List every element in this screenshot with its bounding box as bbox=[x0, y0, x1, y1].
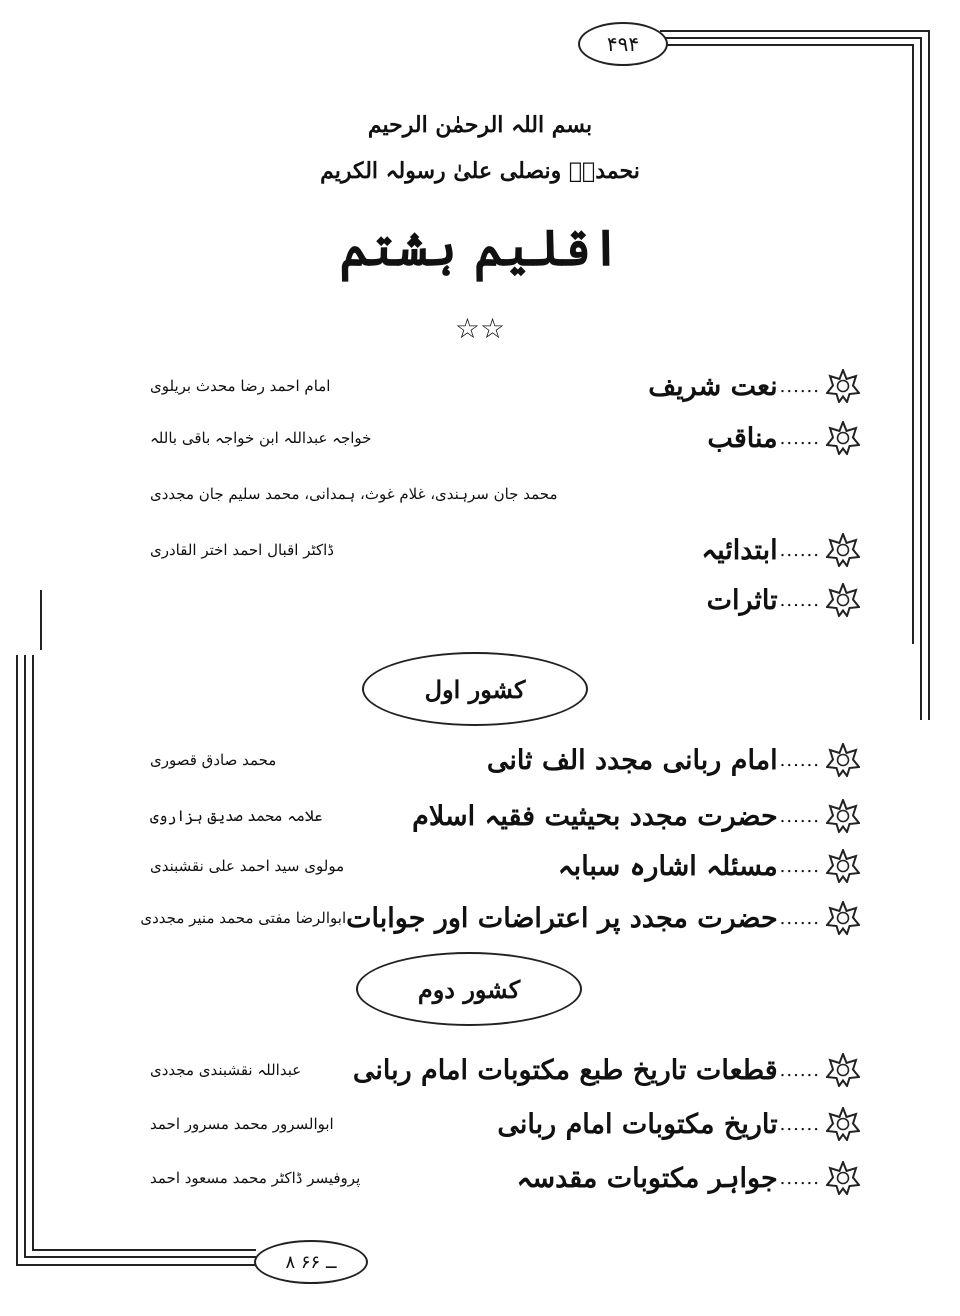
leader-dots: ...... bbox=[779, 375, 820, 397]
section-heading-1 bbox=[362, 652, 588, 726]
title-stars: ☆☆ bbox=[454, 312, 506, 345]
list-item bbox=[150, 418, 860, 458]
page-title: اقلیم ہشتم bbox=[339, 218, 621, 277]
star-bullet-icon bbox=[826, 1107, 860, 1141]
entry-title: تاریخ مکتوبات امام ربانی bbox=[497, 1108, 778, 1140]
leader-dots: ...... bbox=[779, 1113, 820, 1135]
list-item bbox=[150, 580, 860, 620]
list-item bbox=[150, 796, 860, 836]
top-page-number bbox=[578, 22, 668, 66]
star-bullet-icon bbox=[826, 799, 860, 833]
entry-author: ابوالرضا مفتی محمد منیر مجددی bbox=[140, 909, 347, 927]
leader-dots: ...... bbox=[779, 1167, 820, 1189]
leader-dots: ...... bbox=[779, 749, 820, 771]
list-item bbox=[150, 474, 860, 514]
entry-author: امام احمد رضا محدث بریلوی bbox=[150, 377, 331, 395]
section-heading-1-text: کشور اول bbox=[424, 674, 526, 704]
list-item bbox=[150, 1050, 860, 1090]
star-bullet-icon bbox=[826, 901, 860, 935]
leader-dots: ...... bbox=[779, 539, 820, 561]
entry-author: مولوی سید احمد علی نقشبندی bbox=[150, 857, 345, 875]
star-bullet-icon bbox=[826, 583, 860, 617]
entry-title: مسئلہ اشارہ سبابہ bbox=[557, 850, 778, 882]
frame-right-v2 bbox=[920, 37, 922, 720]
star-bullet-icon bbox=[826, 369, 860, 403]
frame-top-h2 bbox=[660, 37, 922, 39]
entry-author: ابوالسرور محمد مسرور احمد bbox=[150, 1115, 334, 1133]
list-item bbox=[150, 1158, 860, 1198]
leader-dots: ...... bbox=[779, 907, 820, 929]
frame-bottom-h2 bbox=[24, 1256, 256, 1258]
entry-title: قطعات تاریخ طبع مکتوبات امام ربانی bbox=[352, 1054, 778, 1086]
frame-bottom-h3 bbox=[32, 1249, 256, 1251]
bottom-page-number bbox=[254, 1240, 368, 1284]
list-item bbox=[150, 1104, 860, 1144]
entry-title: مناقب bbox=[707, 422, 778, 454]
frame-left-v1 bbox=[16, 655, 18, 1265]
leader-dots: ...... bbox=[779, 1059, 820, 1081]
frame-top-h3 bbox=[660, 44, 914, 46]
list-item bbox=[150, 740, 860, 780]
frame-bottom-h1 bbox=[16, 1264, 256, 1266]
entry-title: جواہر مکتوبات مقدسہ bbox=[516, 1162, 778, 1194]
star-bullet-icon bbox=[826, 849, 860, 883]
entry-title: تاثرات bbox=[706, 584, 778, 616]
entry-author: علامہ محمد صدیق ہزاروی bbox=[150, 807, 323, 825]
entry-title: حضرت مجدد بحیثیت فقیہ اسلام bbox=[412, 800, 778, 832]
list-item bbox=[140, 898, 860, 938]
frame-top-h1 bbox=[660, 30, 930, 32]
star-bullet-icon bbox=[826, 421, 860, 455]
section-heading-2-text: کشور دوم bbox=[417, 974, 521, 1004]
bismillah: بسم اللہ الرحمٰن الرحیم bbox=[367, 112, 593, 138]
star-bullet-icon bbox=[826, 1161, 860, 1195]
top-page-number-text: ۴۹۴ bbox=[606, 32, 640, 56]
section-heading-2 bbox=[356, 952, 582, 1026]
entry-title: امام ربانی مجدد الف ثانی bbox=[486, 744, 778, 776]
entry-title: نعت شریف bbox=[648, 370, 778, 402]
bottom-page-number-text: ۸ ــ ۶۶ bbox=[285, 1251, 337, 1273]
list-item bbox=[150, 530, 860, 570]
list-item bbox=[150, 366, 860, 406]
entry-author: ڈاکٹر اقبال احمد اختر القادری bbox=[150, 541, 334, 559]
leader-dots: ...... bbox=[779, 589, 820, 611]
entry-author: خواجہ عبداللہ ابن خواجہ باقی باللہ bbox=[150, 429, 372, 447]
frame-left-v4 bbox=[40, 590, 42, 650]
entry-author: محمد صادق قصوری bbox=[150, 751, 277, 769]
star-bullet-icon bbox=[826, 533, 860, 567]
star-bullet-icon bbox=[826, 1053, 860, 1087]
entry-title: ابتدائیہ bbox=[701, 534, 778, 566]
leader-dots: ...... bbox=[779, 855, 820, 877]
leader-dots: ...... bbox=[779, 427, 820, 449]
entry-author: پروفیسر ڈاکٹر محمد مسعود احمد bbox=[150, 1169, 361, 1187]
frame-left-v3 bbox=[32, 655, 34, 1249]
entry-author: عبداللہ نقشبندی مجددی bbox=[150, 1061, 302, 1079]
frame-left-v2 bbox=[24, 655, 26, 1257]
list-item bbox=[150, 846, 860, 886]
star-bullet-icon bbox=[826, 743, 860, 777]
entry-title: حضرت مجدد پر اعتراضات اور جوابات bbox=[346, 902, 778, 934]
salutation: نحمدہٗ ونصلی علیٰ رسولہ الکریم bbox=[320, 158, 640, 184]
leader-dots: ...... bbox=[779, 805, 820, 827]
entry-author: محمد جان سرہندی، غلام غوث، ہمدانی، محمد سلیم جان مجددی bbox=[150, 485, 558, 503]
